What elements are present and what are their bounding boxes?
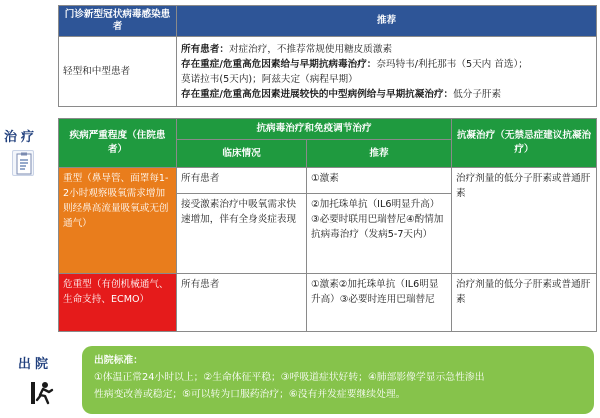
clinical-header: 临床情况 bbox=[177, 140, 307, 168]
recommend-header: 推荐 bbox=[307, 140, 452, 168]
outpatient-recommend-header: 推荐 bbox=[177, 6, 597, 37]
discharge-criteria-line-2: 性病变改善或稳定；⑤可以转为口服药治疗；⑥没有并发症要继续处理。 bbox=[94, 389, 406, 400]
severity-header: 疾病严重程度（住院患者） bbox=[59, 119, 177, 168]
outpatient-table bbox=[58, 5, 597, 107]
critical-anticoag: 治疗剂量的低分子肝素或普通肝素 bbox=[452, 274, 597, 332]
recommend-line-3: 莫诺拉韦(5天内)；阿兹夫定（病程早期） bbox=[181, 73, 358, 85]
antiviral-group-header: 抗病毒治疗和免疫调节治疗 bbox=[177, 119, 452, 140]
discharge-criteria-line-1: ①体温正常24小时以上；②生命体征平稳；③呼吸道症状好转；④肺部影像学显示急性渗出 bbox=[94, 372, 485, 383]
critical-clinical: 所有患者 bbox=[177, 274, 307, 332]
treatment-side-label: 治疗 bbox=[4, 130, 39, 145]
severe-anticoag: 治疗剂量的低分子肝素或普通肝素 bbox=[452, 168, 597, 274]
treatment-table bbox=[58, 118, 597, 332]
severe-recommend-2: ②加托珠单抗（IL6明显升高）③必要时联用巴瑞替尼④酌情加抗病毒治疗（发病5-7天内） bbox=[307, 194, 452, 274]
discharge-side-label: 出院 bbox=[18, 357, 53, 372]
outpatient-recommendations bbox=[177, 37, 597, 107]
discharge-panel bbox=[82, 346, 594, 414]
recommend-line-2: 存在重症/危重高危因素给与早期抗病毒治疗：奈玛特韦/利托那韦（5天内 首选）； bbox=[181, 58, 528, 70]
outpatient-row-label: 轻型和中型患者 bbox=[59, 37, 177, 107]
recommend-line-4: 存在重症/危重高危因素进展较快的中型病例给与早期抗凝治疗：低分子肝素 bbox=[181, 88, 502, 100]
severe-clinical-1: 所有患者 bbox=[177, 168, 307, 194]
severe-recommend-1: ①激素 bbox=[307, 168, 452, 194]
severe-clinical-2: 接受激素治疗中吸氧需求快速增加，伴有全身炎症表现 bbox=[177, 194, 307, 274]
outpatient-patient-header: 门诊新型冠状病毒感染患者 bbox=[59, 6, 177, 37]
critical-label: 危重型（有创机械通气、生命支持、ECMO） bbox=[59, 274, 177, 332]
running-person-icon bbox=[30, 380, 56, 406]
anticoag-header: 抗凝治疗（无禁忌症建议抗凝治疗） bbox=[452, 119, 597, 168]
clipboard-icon bbox=[12, 150, 34, 176]
recommend-line-1: 所有患者：对症治疗，不推荐常规使用糖皮质激素 bbox=[181, 43, 393, 55]
discharge-title: 出院标准： bbox=[94, 355, 143, 366]
severe-label: 重型（鼻导管、面罩每1-2小时观察吸氧需求增加则经鼻高流量吸氧或无创通气） bbox=[59, 168, 177, 274]
critical-recommend: ①激素②加托珠单抗（IL6明显升高）③必要时连用巴瑞替尼 bbox=[307, 274, 452, 332]
